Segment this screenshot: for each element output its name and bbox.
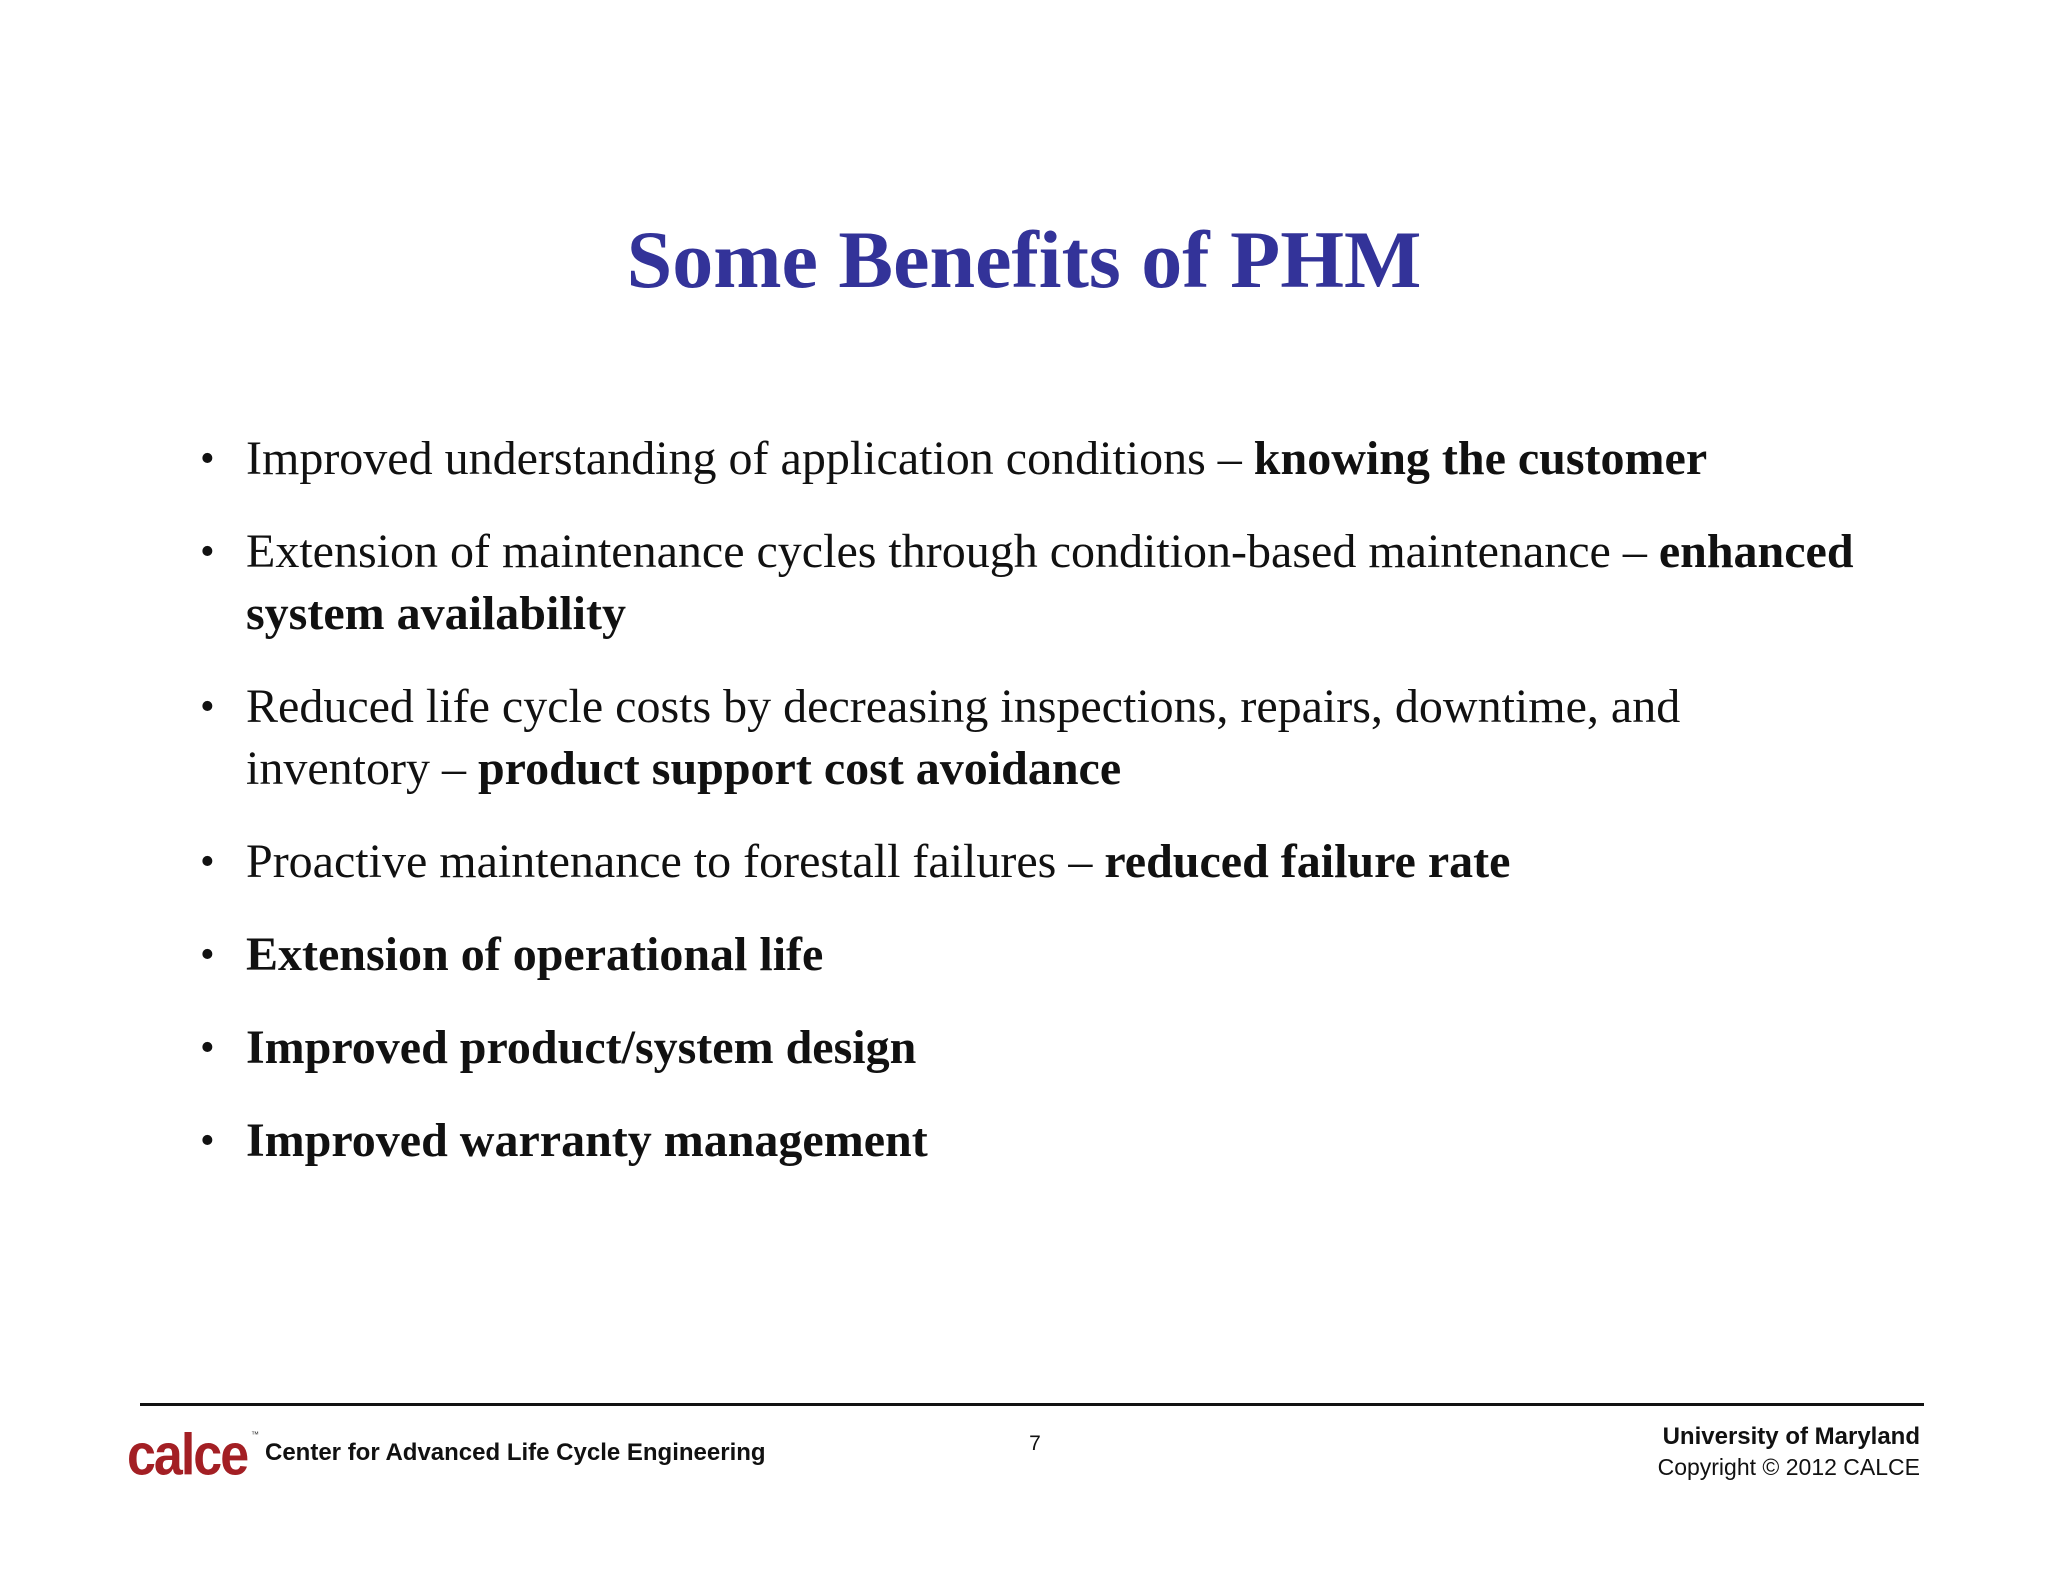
bullet-emphasis: Improved warranty management xyxy=(246,1114,928,1167)
bullet-emphasis: knowing the customer xyxy=(1253,432,1708,485)
university-name: University of Maryland xyxy=(1662,1423,1920,1450)
bullet-item xyxy=(200,428,1860,490)
logo-trademark: ™ xyxy=(251,1430,259,1439)
bullet-item xyxy=(200,1017,1860,1079)
bullet-text: Improved understanding of application conditions – xyxy=(246,432,1254,485)
bullet-emphasis: reduced failure rate xyxy=(1104,835,1511,888)
bullet-dot-icon: • xyxy=(200,1118,215,1164)
bullet-emphasis: Extension of operational life xyxy=(246,928,824,981)
bullet-item xyxy=(200,924,1860,986)
bullet-dot-icon: • xyxy=(200,839,215,885)
copyright-notice: Copyright © 2012 CALCE xyxy=(1657,1454,1920,1480)
center-name: Center for Advanced Life Cycle Engineering xyxy=(265,1439,766,1466)
bullet-text: Extension of maintenance cycles through condition-based maintenance – xyxy=(246,525,1659,578)
bullet-text: Reduced life cycle costs by decreasing inspections, repairs, downtime, and inventory – xyxy=(246,680,1681,795)
bullet-dot-icon: • xyxy=(200,932,215,978)
bullet-emphasis: product support cost avoidance xyxy=(477,742,1122,795)
bullet-emphasis: Improved product/system design xyxy=(246,1021,917,1074)
bullet-text: Proactive maintenance to forestall failures – xyxy=(246,835,1105,888)
slide-title: Some Benefits of PHM xyxy=(626,214,1422,305)
bullet-dot-icon: • xyxy=(200,684,215,730)
bullet-dot-icon: • xyxy=(200,1025,215,1071)
bullet-dot-icon: • xyxy=(200,529,215,575)
bullet-item xyxy=(200,831,1860,893)
footer-divider xyxy=(140,1403,1924,1406)
bullet-emphasis: enhanced system availability xyxy=(246,525,1854,640)
page-number: 7 xyxy=(1029,1432,1041,1455)
bullet-item xyxy=(200,676,1860,800)
bullet-item xyxy=(200,1110,1860,1172)
benefits-list xyxy=(200,428,1860,1203)
bullet-dot-icon: • xyxy=(200,436,215,482)
bullet-item xyxy=(200,521,1860,645)
calce-logo: calce xyxy=(127,1422,248,1488)
